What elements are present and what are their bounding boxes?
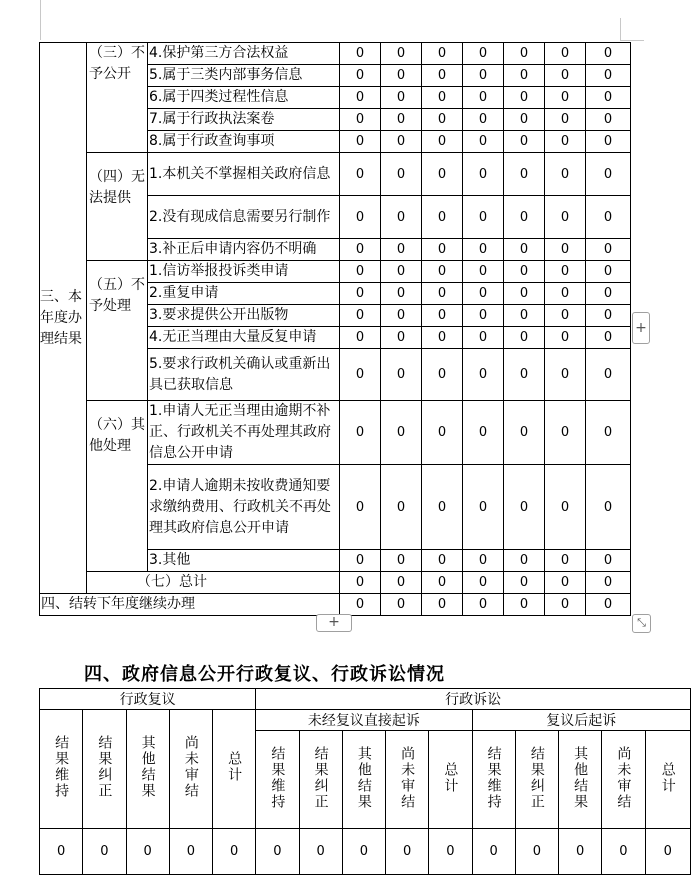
row-label: 4.保护第三方合法权益 <box>148 43 340 65</box>
value-cell: 0 <box>504 572 545 594</box>
direct-col-1: 结果维持 <box>256 731 299 829</box>
value-cell: 0 <box>586 327 631 349</box>
value-cell: 0 <box>586 401 631 465</box>
value-cell: 0 <box>545 572 586 594</box>
value-cell: 0 <box>504 349 545 401</box>
value-cell: 0 <box>545 43 586 65</box>
review-col-3: 其他结果 <box>126 710 169 829</box>
value-cell: 0 <box>422 87 463 109</box>
value-cell: 0 <box>340 327 381 349</box>
after-col-3: 其他结果 <box>559 731 602 829</box>
value-cell: 0 <box>422 572 463 594</box>
value-cell: 0 <box>381 594 422 616</box>
value-cell: 0 <box>422 261 463 283</box>
value-cell: 0 <box>504 465 545 550</box>
value-cell: 0 <box>586 305 631 327</box>
value-cell: 0 <box>340 594 381 616</box>
value-cell: 0 <box>381 196 422 239</box>
review-col-1: 结果维持 <box>40 710 83 829</box>
section-3-label: 三、本年度办理结果 <box>40 43 87 594</box>
after-review-header: 复议后起诉 <box>472 710 690 731</box>
value-cell: 0 <box>586 550 631 572</box>
value-cell: 0 <box>463 401 504 465</box>
row-label: 8.属于行政查询事项 <box>148 131 340 153</box>
value-cell: 0 <box>586 261 631 283</box>
value-cell: 0 <box>504 594 545 616</box>
value-cell: 0 <box>422 109 463 131</box>
value-cell: 0 <box>340 261 381 283</box>
value-cell: 0 <box>504 239 545 261</box>
value-cell: 0 <box>472 829 515 875</box>
value-cell: 0 <box>586 572 631 594</box>
value-cell: 0 <box>340 349 381 401</box>
value-cell: 0 <box>422 153 463 196</box>
page-margin-guide-top <box>620 40 644 41</box>
carryover-row <box>40 594 631 616</box>
value-cell: 0 <box>381 239 422 261</box>
value-cell: 0 <box>463 572 504 594</box>
direct-col-4: 尚未审结 <box>386 731 429 829</box>
value-cell: 0 <box>504 43 545 65</box>
after-col-5: 总计 <box>645 731 690 829</box>
value-cell: 0 <box>586 239 631 261</box>
value-cell: 0 <box>340 239 381 261</box>
review-col-5: 总计 <box>213 710 256 829</box>
value-cell: 0 <box>586 87 631 109</box>
value-cell: 0 <box>381 109 422 131</box>
value-cell: 0 <box>504 401 545 465</box>
row-label: 3.其他 <box>148 550 340 572</box>
value-cell: 0 <box>213 829 256 875</box>
value-cell: 0 <box>545 349 586 401</box>
group-5-label: （五）不予处理 <box>87 261 148 401</box>
value-cell: 0 <box>422 594 463 616</box>
value-cell: 0 <box>40 829 83 875</box>
value-cell: 0 <box>545 401 586 465</box>
section-heading: 四、政府信息公开行政复议、行政诉讼情况 <box>84 664 445 685</box>
value-cell: 0 <box>422 465 463 550</box>
value-cell: 0 <box>381 65 422 87</box>
table-row <box>40 829 691 875</box>
table-row <box>40 261 631 283</box>
value-cell: 0 <box>504 261 545 283</box>
value-cell: 0 <box>381 465 422 550</box>
row-label: 6.属于四类过程性信息 <box>148 87 340 109</box>
value-cell: 0 <box>463 261 504 283</box>
value-cell: 0 <box>645 829 690 875</box>
value-cell: 0 <box>340 153 381 196</box>
value-cell: 0 <box>169 829 212 875</box>
value-cell: 0 <box>504 305 545 327</box>
row-label: 4.无正当理由大量反复申请 <box>148 327 340 349</box>
row-label: 3.补正后申请内容仍不明确 <box>148 239 340 261</box>
value-cell: 0 <box>381 550 422 572</box>
value-cell: 0 <box>422 349 463 401</box>
value-cell: 0 <box>463 305 504 327</box>
table-row <box>40 401 631 465</box>
row-label: 7.属于行政执法案卷 <box>148 109 340 131</box>
value-cell: 0 <box>463 550 504 572</box>
direct-suit-header: 未经复议直接起诉 <box>256 710 472 731</box>
value-cell: 0 <box>504 65 545 87</box>
review-header: 行政复议 <box>40 689 256 710</box>
value-cell: 0 <box>586 65 631 87</box>
value-cell: 0 <box>381 43 422 65</box>
value-cell: 0 <box>340 305 381 327</box>
value-cell: 0 <box>342 829 385 875</box>
value-cell: 0 <box>422 401 463 465</box>
row-label: 1.申请人无正当理由逾期不补正、行政机关不再处理其政府信息公开申请 <box>148 401 340 465</box>
value-cell: 0 <box>463 327 504 349</box>
value-cell: 0 <box>463 239 504 261</box>
after-col-1: 结果维持 <box>472 731 515 829</box>
value-cell: 0 <box>463 465 504 550</box>
value-cell: 0 <box>381 327 422 349</box>
value-cell: 0 <box>559 829 602 875</box>
value-cell: 0 <box>422 65 463 87</box>
section-4-label: 四、结转下年度继续办理 <box>40 594 340 616</box>
value-cell: 0 <box>429 829 472 875</box>
value-cell: 0 <box>545 196 586 239</box>
value-cell: 0 <box>422 131 463 153</box>
value-cell: 0 <box>586 196 631 239</box>
page-margin-guide-left <box>40 0 41 40</box>
value-cell: 0 <box>545 87 586 109</box>
value-cell: 0 <box>545 131 586 153</box>
value-cell: 0 <box>515 829 558 875</box>
value-cell: 0 <box>504 550 545 572</box>
value-cell: 0 <box>545 65 586 87</box>
review-litigation-table <box>39 688 691 875</box>
value-cell: 0 <box>381 572 422 594</box>
group-6-label: （六）其他处理 <box>87 401 148 572</box>
add-row-button[interactable]: + <box>316 614 352 632</box>
row-label: 5.属于三类内部事务信息 <box>148 65 340 87</box>
value-cell: 0 <box>422 239 463 261</box>
page-margin-guide-right <box>620 18 621 40</box>
value-cell: 0 <box>586 131 631 153</box>
value-cell: 0 <box>545 261 586 283</box>
value-cell: 0 <box>463 196 504 239</box>
value-cell: 0 <box>463 43 504 65</box>
value-cell: 0 <box>340 465 381 550</box>
value-cell: 0 <box>422 327 463 349</box>
value-cell: 0 <box>340 65 381 87</box>
value-cell: 0 <box>586 349 631 401</box>
value-cell: 0 <box>463 283 504 305</box>
value-cell: 0 <box>381 349 422 401</box>
row-label: 3.要求提供公开出版物 <box>148 305 340 327</box>
value-cell: 0 <box>586 594 631 616</box>
value-cell: 0 <box>504 87 545 109</box>
value-cell: 0 <box>83 829 126 875</box>
value-cell: 0 <box>340 131 381 153</box>
row-label: 5.要求行政机关确认或重新出具已获取信息 <box>148 349 340 401</box>
table-row <box>40 43 631 65</box>
value-cell: 0 <box>299 829 342 875</box>
table-row <box>40 153 631 196</box>
value-cell: 0 <box>381 131 422 153</box>
value-cell: 0 <box>586 109 631 131</box>
value-cell: 0 <box>340 572 381 594</box>
value-cell: 0 <box>422 283 463 305</box>
value-cell: 0 <box>586 43 631 65</box>
review-col-2: 结果纠正 <box>83 710 126 829</box>
table-resize-handle[interactable]: ⤡ <box>632 614 651 633</box>
total-row <box>40 572 631 594</box>
value-cell: 0 <box>340 43 381 65</box>
row-label: 2.没有现成信息需要另行制作 <box>148 196 340 239</box>
row-label: 2.申请人逾期未按收费通知要求缴纳费用、行政机关不再处理其政府信息公开申请 <box>148 465 340 550</box>
group-3-label: （三）不予公开 <box>87 43 148 153</box>
direct-col-5: 总计 <box>429 731 472 829</box>
value-cell: 0 <box>545 283 586 305</box>
value-cell: 0 <box>381 261 422 283</box>
value-cell: 0 <box>463 87 504 109</box>
value-cell: 0 <box>422 196 463 239</box>
value-cell: 0 <box>422 43 463 65</box>
value-cell: 0 <box>545 153 586 196</box>
value-cell: 0 <box>545 550 586 572</box>
value-cell: 0 <box>381 87 422 109</box>
value-cell: 0 <box>504 327 545 349</box>
value-cell: 0 <box>463 109 504 131</box>
value-cell: 0 <box>586 283 631 305</box>
results-table <box>39 42 631 616</box>
value-cell: 0 <box>340 196 381 239</box>
value-cell: 0 <box>545 327 586 349</box>
value-cell: 0 <box>545 465 586 550</box>
value-cell: 0 <box>463 65 504 87</box>
value-cell: 0 <box>340 109 381 131</box>
value-cell: 0 <box>586 465 631 550</box>
value-cell: 0 <box>381 283 422 305</box>
value-cell: 0 <box>504 153 545 196</box>
value-cell: 0 <box>381 153 422 196</box>
litigation-header: 行政诉讼 <box>256 689 691 710</box>
value-cell: 0 <box>463 349 504 401</box>
value-cell: 0 <box>126 829 169 875</box>
value-cell: 0 <box>545 594 586 616</box>
value-cell: 0 <box>504 283 545 305</box>
direct-col-3: 其他结果 <box>342 731 385 829</box>
value-cell: 0 <box>602 829 645 875</box>
value-cell: 0 <box>545 109 586 131</box>
value-cell: 0 <box>340 283 381 305</box>
value-cell: 0 <box>340 550 381 572</box>
direct-col-2: 结果纠正 <box>299 731 342 829</box>
review-col-4: 尚未审结 <box>169 710 212 829</box>
add-column-button[interactable]: + <box>632 312 650 344</box>
value-cell: 0 <box>463 131 504 153</box>
row-label: 2.重复申请 <box>148 283 340 305</box>
value-cell: 0 <box>386 829 429 875</box>
row-label: 1.信访举报投诉类申请 <box>148 261 340 283</box>
value-cell: 0 <box>504 196 545 239</box>
value-cell: 0 <box>463 594 504 616</box>
value-cell: 0 <box>504 109 545 131</box>
value-cell: 0 <box>340 87 381 109</box>
value-cell: 0 <box>340 401 381 465</box>
value-cell: 0 <box>381 305 422 327</box>
value-cell: 0 <box>381 401 422 465</box>
value-cell: 0 <box>256 829 299 875</box>
row-label: 1.本机关不掌握相关政府信息 <box>148 153 340 196</box>
value-cell: 0 <box>545 239 586 261</box>
value-cell: 0 <box>586 153 631 196</box>
value-cell: 0 <box>504 131 545 153</box>
group-4-label: （四）无法提供 <box>87 153 148 261</box>
after-col-4: 尚未审结 <box>602 731 645 829</box>
value-cell: 0 <box>422 305 463 327</box>
value-cell: 0 <box>422 550 463 572</box>
value-cell: 0 <box>463 153 504 196</box>
total-label: （七）总计 <box>87 572 340 594</box>
after-col-2: 结果纠正 <box>515 731 558 829</box>
value-cell: 0 <box>545 305 586 327</box>
